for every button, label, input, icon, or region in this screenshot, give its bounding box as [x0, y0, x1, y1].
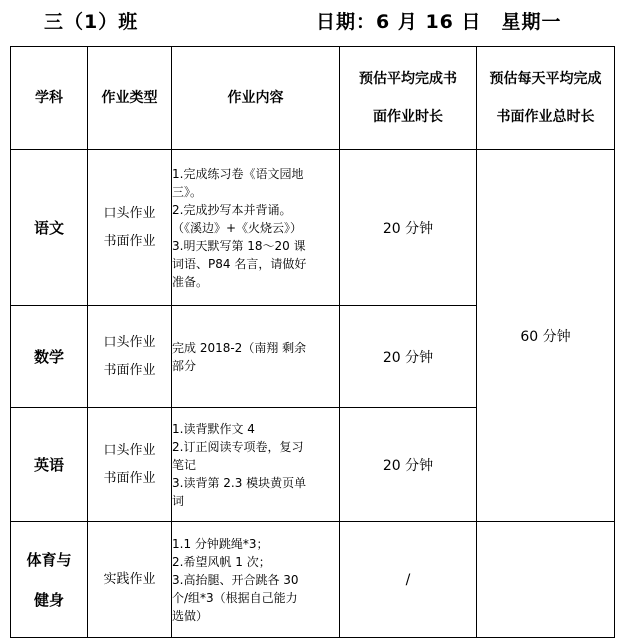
avg-time-cell: 20 分钟 [340, 408, 477, 522]
content-cell: 1.1 分钟跳绳*3； 2.希望风帆 1 次； 3.高抬腿、开合跳各 30 个/组*3（根据自己能力 选做） [172, 522, 340, 638]
table-row [11, 522, 615, 638]
header-subject: 学科 [11, 47, 88, 150]
content-cell: 1.完成练习卷《语文园地 三》。 2.完成抄写本并背诵。 （《溪边》+《火烧云》） 3.明天默写第 18～20 课 词语、P84 名言，请做好 准备。 [172, 150, 340, 306]
avg-time-cell: 20 分钟 [340, 150, 477, 306]
type-cell: 实践作业 [88, 522, 172, 638]
subject-cell: 英语 [11, 408, 88, 522]
content-cell: 1.读背默作文 4 2.订正阅读专项卷，复习 笔记 3.读背第 2.3 模块黄页单 词 [172, 408, 340, 522]
header-total-time: 预估每天平均完成 书面作业总时长 [477, 47, 615, 150]
avg-time-cell: 20 分钟 [340, 306, 477, 408]
class-title: 三（1）班 [44, 11, 139, 33]
subject-cell: 数学 [11, 306, 88, 408]
table-header-row [11, 47, 615, 150]
header-avg-time: 预估平均完成书 面作业时长 [340, 47, 477, 150]
total-time-cell: 60 分钟 [477, 150, 615, 522]
content-cell: 完成 2018-2（南翔 剩余 部分 [172, 306, 340, 408]
type-cell: 口头作业 书面作业 [88, 150, 172, 306]
type-cell: 口头作业 书面作业 [88, 306, 172, 408]
total-time-empty-cell [477, 522, 615, 638]
page-header [0, 0, 624, 44]
subject-cell: 语文 [11, 150, 88, 306]
date-title: 日期：6 月 16 日 星期一 [316, 11, 562, 33]
avg-time-cell: / [340, 522, 477, 638]
table-row [11, 150, 615, 306]
homework-table [10, 46, 615, 638]
type-cell: 口头作业 书面作业 [88, 408, 172, 522]
header-type: 作业类型 [88, 47, 172, 150]
header-content: 作业内容 [172, 47, 340, 150]
subject-cell: 体育与 健身 [11, 522, 88, 638]
